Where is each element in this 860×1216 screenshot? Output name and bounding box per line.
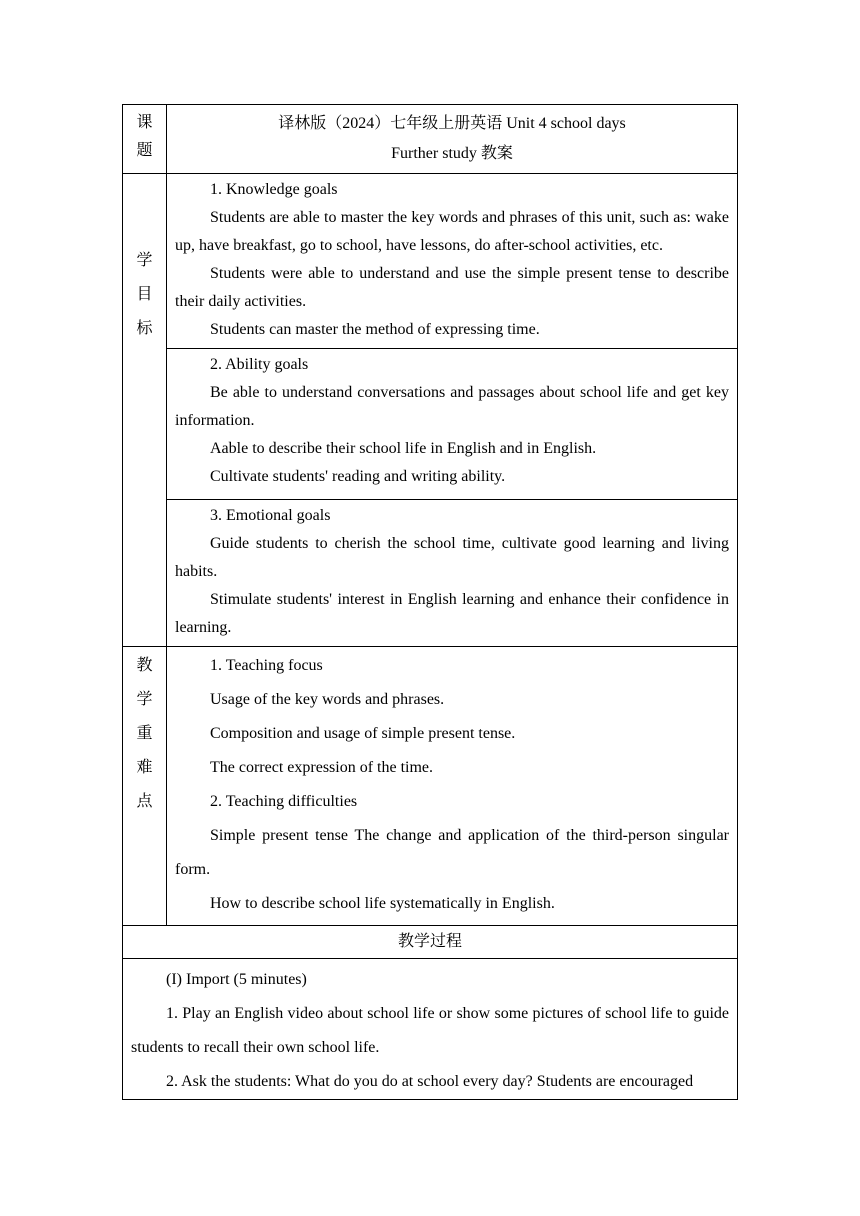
teaching-difficulties-heading: 2. Teaching difficulties <box>210 793 358 810</box>
lesson-title-line2: Further study 教案 <box>391 145 513 162</box>
key-point-line: Simple present tense The change and application of the third-person singular form. <box>175 827 729 878</box>
key-point-line: Usage of the key words and phrases. <box>210 691 445 708</box>
ability-goals-heading: 2. Ability goals <box>210 356 309 373</box>
emotional-goal-paragraph: Guide students to cherish the school time, cultivate good learning and living habits. <box>175 535 729 580</box>
key-point-line: Composition and usage of simple present tense. <box>210 725 516 742</box>
teaching-process-cell <box>123 959 738 1100</box>
objectives-label <box>123 174 167 647</box>
objectives-label-char: 标 <box>136 320 153 337</box>
lesson-title-line1: 译林版（2024）七年级上册英语 Unit 4 school days <box>278 115 626 132</box>
key-points-label-char: 学 <box>136 691 153 708</box>
title-label-char: 题 <box>136 142 153 159</box>
ability-goal-paragraph: Cultivate students' reading and writing ability. <box>210 468 506 485</box>
key-points-row <box>123 647 738 926</box>
process-body-row <box>123 959 738 1100</box>
ability-goal-paragraph: Aable to describe their school life in English and in English. <box>210 440 597 457</box>
key-points-label-char: 难 <box>136 759 153 776</box>
knowledge-goals-heading: 1. Knowledge goals <box>210 181 338 198</box>
key-points-label <box>123 647 167 926</box>
lesson-plan-table <box>122 104 738 1100</box>
teaching-focus-heading: 1. Teaching focus <box>210 657 323 674</box>
process-header-row <box>123 926 738 959</box>
knowledge-goals-row <box>123 174 738 349</box>
ability-goals-cell <box>167 349 738 500</box>
knowledge-goal-paragraph: Students are able to master the key words and phrases of this unit, such as: wake up, have breakfast, go to school, have lessons, do after-school activities, etc. <box>175 209 729 254</box>
ability-goal-paragraph: Be able to understand conversations and passages about school life and get key information. <box>175 384 729 429</box>
knowledge-goals-cell <box>167 174 738 349</box>
teaching-process-heading: 教学过程 <box>123 926 738 959</box>
emotional-goal-paragraph: Stimulate students' interest in English learning and enhance their confidence in learning. <box>175 591 729 636</box>
title-row <box>123 105 738 174</box>
key-point-line: The correct expression of the time. <box>210 759 434 776</box>
emotional-goals-heading: 3. Emotional goals <box>210 507 331 524</box>
title-label-char: 课 <box>136 114 153 131</box>
ability-goals-row <box>123 349 738 500</box>
knowledge-goal-paragraph: Students were able to understand and use the simple present tense to describe their daily activities. <box>175 265 729 310</box>
lesson-title <box>167 105 738 174</box>
key-points-cell <box>167 647 738 926</box>
objectives-label-char: 目 <box>136 286 153 303</box>
process-line: 2. Ask the students: What do you do at school every day? Students are encouraged <box>166 1073 694 1090</box>
key-point-line: How to describe school life systematically in English. <box>210 895 555 912</box>
emotional-goals-cell <box>167 500 738 647</box>
knowledge-goal-paragraph: Students can master the method of expressing time. <box>210 321 540 338</box>
process-line: 1. Play an English video about school life or show some pictures of school life to guide students to recall their own school life. <box>131 1005 729 1056</box>
title-label <box>123 105 167 174</box>
process-line: (I) Import (5 minutes) <box>166 971 307 988</box>
emotional-goals-row <box>123 500 738 647</box>
key-points-label-char: 点 <box>136 793 153 810</box>
key-points-label-char: 重 <box>136 725 153 742</box>
objectives-label-char: 学 <box>136 252 153 269</box>
key-points-label-char: 教 <box>136 657 153 674</box>
